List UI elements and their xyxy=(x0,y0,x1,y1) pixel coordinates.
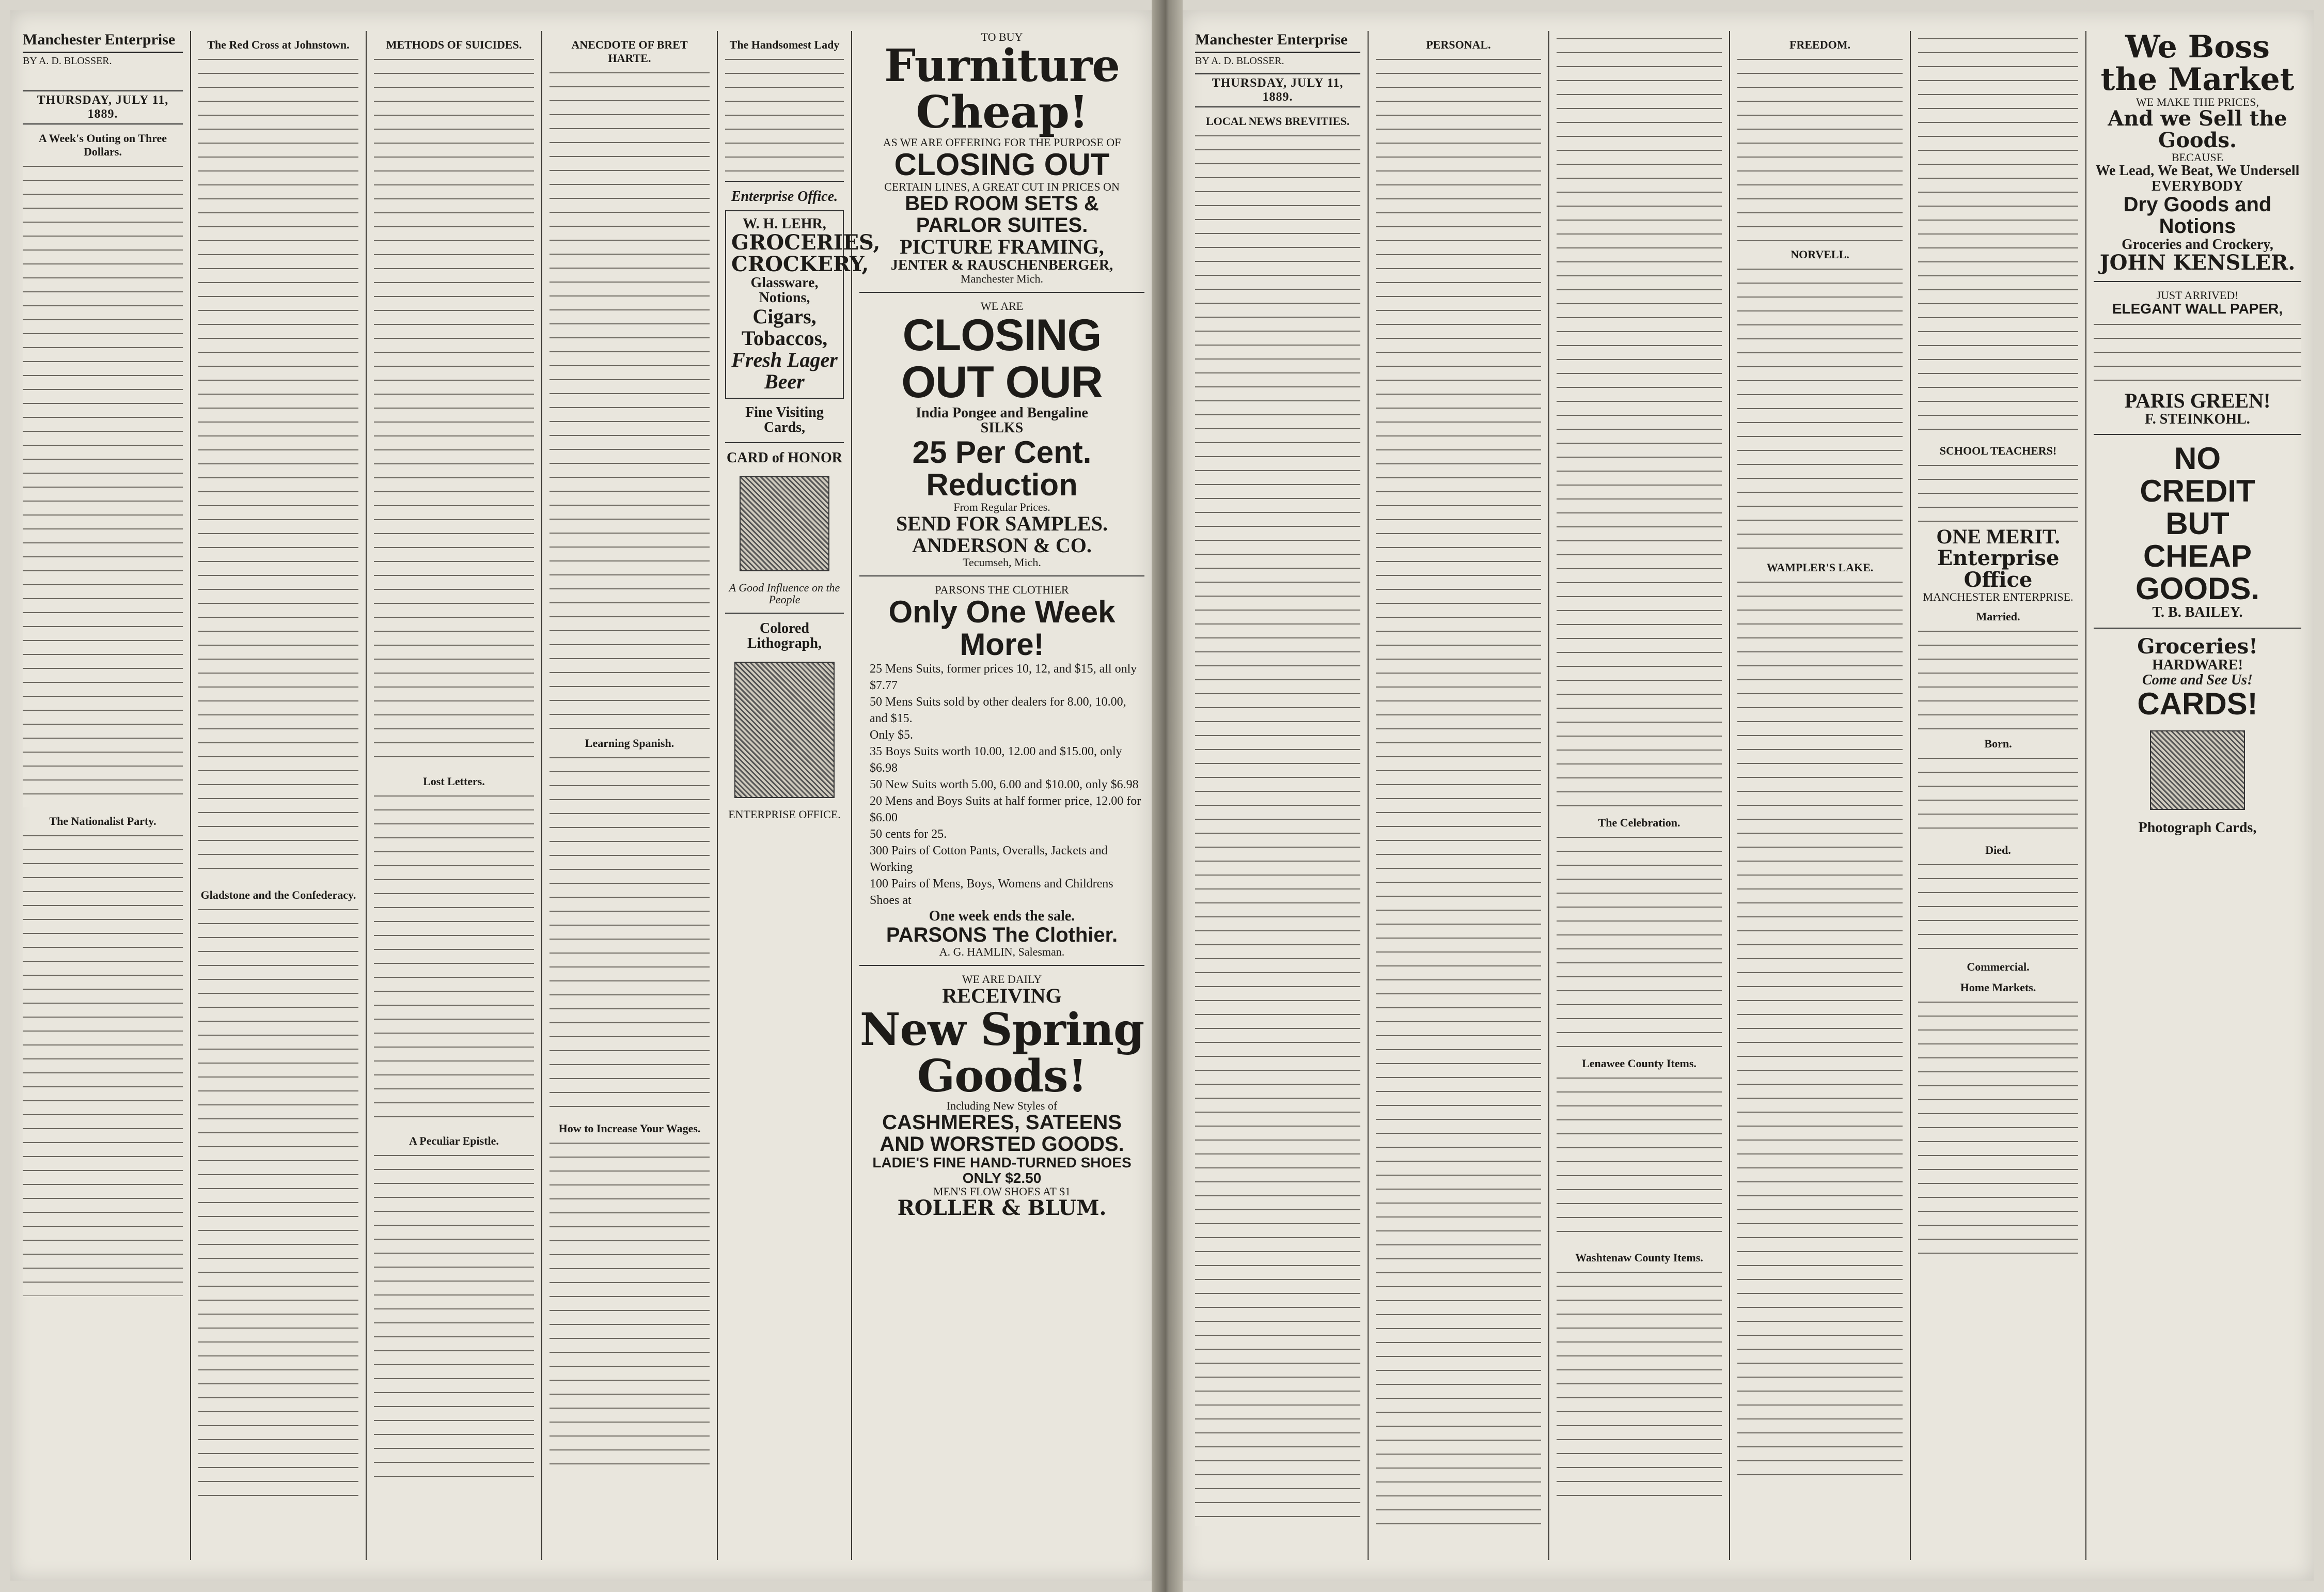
left-newspaper-page xyxy=(10,10,1152,1581)
ad-furniture-cheap: Furniture Cheap! xyxy=(884,40,1120,139)
ad-steinkohl: F. STEINKOHL. xyxy=(2145,411,2250,427)
section-born: Born. xyxy=(1984,737,2012,751)
ad-card-of-honor: CARD of HONOR xyxy=(727,450,842,466)
article-heading: PERSONAL. xyxy=(1426,38,1491,51)
article-heading: Lenawee County Items. xyxy=(1582,1057,1697,1070)
article-heading: The Celebration. xyxy=(1598,816,1681,829)
ad-one-week: Only One Week More! xyxy=(888,595,1116,662)
date-line-right: THURSDAY, JULY 11, 1889. xyxy=(1195,73,1360,107)
ad-receiving: RECEIVING xyxy=(942,984,1062,1007)
byline-right: BY A. D. BLOSSER. xyxy=(1195,55,1284,67)
ad-silks: SILKS xyxy=(980,420,1024,436)
ad-including: Including New Styles of xyxy=(946,1099,1058,1113)
price-line: 300 Pairs of Cotton Pants, Overalls, Jackets and Working xyxy=(870,844,1108,875)
price-line: 50 cents for 25. xyxy=(870,828,947,841)
left-col-5-ads xyxy=(718,31,881,1560)
ad-no: NO xyxy=(2174,441,2221,476)
left-col-2 xyxy=(191,31,367,1560)
price-line: 35 Boys Suits worth 10.00, 12.00 and $15.00, only $6.98 xyxy=(870,745,1122,775)
price-line: 25 Mens Suits, former prices 10, 12, and $15, all only $7.77 xyxy=(870,662,1137,693)
right-col-5 xyxy=(1911,31,2086,1560)
article-heading: ANECDOTE OF BRET HARTE. xyxy=(571,38,688,65)
ad-lehr-groceries: GROCERIES, CROCKERY, xyxy=(731,230,881,276)
ad-closing-out: CLOSING OUT xyxy=(894,147,1110,182)
masthead-left: Manchester Enterprise xyxy=(23,31,183,53)
article-heading: Learning Spanish. xyxy=(585,737,674,750)
article-text-block xyxy=(1918,997,2078,1256)
price-line: 20 Mens and Boys Suits at half former price, 12.00 for $6.00 xyxy=(870,794,1141,825)
right-col-3 xyxy=(1549,31,1730,1560)
article-heading: The Red Cross at Johnstown. xyxy=(207,38,350,51)
article-text-block xyxy=(2094,320,2301,387)
right-col-2 xyxy=(1369,31,1549,1560)
ad-certain-lines: CERTAIN LINES, A GREAT CUT IN PRICES ON xyxy=(884,180,1120,193)
masthead-right: Manchester Enterprise xyxy=(1195,31,1360,53)
section-home-markets: Home Markets. xyxy=(1960,981,2036,994)
article-text-block xyxy=(1918,754,2078,836)
ad-enterprise-office-footer: ENTERPRISE OFFICE. xyxy=(728,807,841,821)
article-heading: How to Increase Your Wages. xyxy=(558,1122,701,1135)
ad-credit: CREDIT xyxy=(2140,474,2255,509)
article-heading: LOCAL NEWS BREVITIES. xyxy=(1205,115,1350,128)
article-text-block xyxy=(1737,264,1903,554)
article-text-block xyxy=(1195,131,1360,1526)
ad-cheap: CHEAP xyxy=(2143,539,2252,574)
divider xyxy=(725,613,844,614)
price-line: 50 Mens Suits sold by other dealers for 8.00, 10.00, and $15. xyxy=(870,695,1126,726)
ad-cards: CARDS! xyxy=(2137,686,2258,722)
right-col-6-ads xyxy=(2086,31,2309,1560)
article-heading: METHODS OF SUICIDES. xyxy=(386,38,522,51)
ad-visiting-cards: Fine Visiting Cards, xyxy=(745,404,824,435)
ad-picture-framing: PICTURE FRAMING, xyxy=(900,235,1104,258)
left-col-4 xyxy=(542,31,718,1560)
ad-come-see: Come and See Us! xyxy=(2142,672,2253,689)
ad-lehr-name: W. H. LEHR, xyxy=(743,216,826,232)
article-text-block xyxy=(374,1151,534,1487)
printing-press-illustration xyxy=(2150,730,2245,810)
ad-we-lead: We Lead, We Beat, We Undersell xyxy=(2095,163,2300,179)
ad-offering: AS WE ARE OFFERING FOR THE PURPOSE OF xyxy=(883,135,1121,149)
article-heading: A Week's Outing on Three Dollars. xyxy=(38,132,167,158)
ad-lehr-cigars: Cigars, Tobaccos, xyxy=(741,304,828,350)
publisher-notice xyxy=(23,70,183,84)
article-text-block xyxy=(1557,833,1722,1050)
article-text-block xyxy=(198,55,358,881)
article-text-block xyxy=(725,55,844,174)
ad-anderson-town: Tecumseh, Mich. xyxy=(963,555,1041,569)
ad-because: BECAUSE xyxy=(2171,151,2224,164)
ad-send-samples: SEND FOR SAMPLES. xyxy=(896,511,1108,535)
ad-lehr-beer: Fresh Lager Beer xyxy=(731,348,838,393)
ad-new-spring-goods: New Spring Goods! xyxy=(859,1003,1144,1102)
divider xyxy=(859,292,1144,293)
article-text-block xyxy=(1737,55,1903,241)
ad-wall-paper: ELEGANT WALL PAPER, xyxy=(2112,301,2283,317)
ad-paris-green: PARIS GREEN! xyxy=(2124,388,2271,412)
article-text-block xyxy=(374,791,534,1127)
article-text-block xyxy=(1918,461,2078,523)
ad-jenter-town: Manchester Mich. xyxy=(960,272,1044,286)
article-text-block xyxy=(198,905,358,1499)
section-commercial: Commercial. xyxy=(1967,960,2030,974)
divider xyxy=(2094,281,2301,282)
ad-from-prices: From Regular Prices. xyxy=(953,500,1050,513)
ad-but: BUT xyxy=(2165,506,2229,541)
ad-jenter-firm: JENTER & RAUSCHENBERGER, xyxy=(890,257,1113,273)
ad-good-influence: A Good Influence on the People xyxy=(729,581,840,606)
article-text-block xyxy=(23,831,183,1296)
right-col-1 xyxy=(1188,31,1369,1560)
divider xyxy=(2094,434,2301,435)
divider xyxy=(725,442,844,443)
section-married: Married. xyxy=(1976,610,2020,623)
card-of-honor-illustration xyxy=(740,476,829,571)
lithograph-illustration xyxy=(734,662,835,798)
article-heading: A Peculiar Epistle. xyxy=(409,1134,499,1147)
section-died: Died. xyxy=(1985,844,2011,857)
ad-dry-goods: Dry Goods and Notions xyxy=(2123,193,2272,238)
article-heading: FREEDOM. xyxy=(1789,38,1850,51)
left-col-3 xyxy=(367,31,542,1560)
ad-hardware: HARDWARE! xyxy=(2152,657,2243,673)
article-text-block xyxy=(549,68,710,729)
ad-school-teachers: SCHOOL TEACHERS! xyxy=(1939,444,2057,457)
ad-one-week-ends: One week ends the sale. xyxy=(929,908,1075,925)
divider xyxy=(2094,628,2301,629)
ad-sell-goods: And we Sell the Goods. xyxy=(2108,106,2287,153)
ad-anderson-firm: ANDERSON & CO. xyxy=(912,533,1092,557)
article-text-block xyxy=(1557,1268,1722,1500)
ad-we-are-daily: WE ARE DAILY xyxy=(962,972,1042,986)
divider xyxy=(859,965,1144,966)
ad-enterprise-office: Enterprise Office. xyxy=(731,189,838,205)
article-text-block xyxy=(549,1138,710,1474)
price-line: 50 New Suits worth 5.00, 6.00 and $10.00, only $6.98 xyxy=(870,778,1139,792)
ad-groceries: Groceries! xyxy=(2137,634,2258,659)
article-text-block xyxy=(23,162,183,807)
article-heading: Lost Letters. xyxy=(423,775,485,788)
article-text-block xyxy=(549,753,710,1115)
right-newspaper-page xyxy=(1183,10,2314,1581)
ad-salesman: A. G. HAMLIN, Salesman. xyxy=(939,945,1065,958)
ad-ladies-shoes: LADIE'S FINE HAND-TURNED SHOES ONLY $2.50 xyxy=(872,1154,1132,1186)
article-text-block xyxy=(1376,55,1541,1527)
article-heading: Washtenaw County Items. xyxy=(1575,1251,1703,1264)
ad-bailey: T. B. BAILEY. xyxy=(2152,604,2243,621)
article-text-block xyxy=(1737,578,1903,1481)
ad-parsons-label: PARSONS THE CLOTHIER xyxy=(935,583,1069,597)
ad-we-are: WE ARE xyxy=(980,300,1024,313)
ad-closing-our: CLOSING OUT OUR xyxy=(901,310,1103,407)
article-heading: NORVELL. xyxy=(1791,248,1849,261)
ad-lehr-glassware: Glassware, Notions, xyxy=(750,274,819,306)
ad-just-arrived: JUST ARRIVED! xyxy=(2156,289,2239,302)
left-col-1 xyxy=(15,31,191,1560)
left-col-6-ads xyxy=(852,31,1152,1560)
article-text-block xyxy=(1918,860,2078,953)
article-text-block xyxy=(1918,627,2078,730)
right-col-4 xyxy=(1730,31,1911,1560)
ad-cashmeres: CASHMERES, SATEENS AND WORSTED GOODS. xyxy=(880,1111,1124,1156)
divider xyxy=(859,575,1144,576)
page-gutter xyxy=(1152,0,1183,1592)
article-text-block xyxy=(1918,34,2078,437)
price-line: 100 Pairs of Mens, Boys, Womens and Childrens Shoes at xyxy=(870,877,1113,908)
article-text-block xyxy=(374,55,534,768)
ad-make-prices: WE MAKE THE PRICES, xyxy=(2136,96,2259,108)
ad-intro: TO BUY xyxy=(981,30,1023,43)
ad-goods: GOODS. xyxy=(2135,571,2260,606)
ad-groceries-crockery: Groceries and Crockery, xyxy=(2122,236,2273,253)
ad-everybody: EVERYBODY xyxy=(2152,178,2243,194)
ad-photograph-cards: Photograph Cards, xyxy=(2138,820,2257,836)
price-line: Only $5. xyxy=(870,728,913,742)
article-text-block xyxy=(1557,34,1722,809)
ad-bedroom-sets: BED ROOM SETS & PARLOR SUITES. xyxy=(905,192,1099,237)
ad-parsons-clothier: PARSONS The Clothier. xyxy=(886,923,1118,946)
article-heading: Gladstone and the Confederacy. xyxy=(200,888,356,901)
divider xyxy=(725,181,844,182)
ad-roller-blum: ROLLER & BLUM. xyxy=(897,1196,1107,1221)
byline-left: BY A. D. BLOSSER. xyxy=(23,55,112,67)
ad-john-kensler: JOHN KENSLER. xyxy=(2099,251,2296,275)
date-line-left: THURSDAY, JULY 11, 1889. xyxy=(23,90,183,124)
ad-colored-lithograph: Colored Lithograph, xyxy=(747,620,822,652)
article-heading: The Handsomest Lady xyxy=(729,38,840,51)
article-heading: The Nationalist Party. xyxy=(49,815,156,828)
ad-mens-shoes: MEN'S FLOW SHOES AT $1 xyxy=(933,1185,1071,1198)
ad-price-list xyxy=(859,661,1144,909)
article-heading: WAMPLER'S LAKE. xyxy=(1766,561,1874,574)
ad-reduction: 25 Per Cent. Reduction xyxy=(912,434,1092,502)
ad-boss-market: We Boss the Market xyxy=(2100,29,2295,98)
ad-enterprise-office-right: Enterprise Office xyxy=(1937,546,2060,592)
ad-one-merit: ONE MERIT. xyxy=(1936,525,2060,548)
ad-enterprise-label: MANCHESTER ENTERPRISE. xyxy=(1923,590,2074,603)
article-text-block xyxy=(1557,1073,1722,1244)
ad-lehr xyxy=(725,210,881,398)
ad-india-pongee: India Pongee and Bengaline xyxy=(916,405,1088,422)
